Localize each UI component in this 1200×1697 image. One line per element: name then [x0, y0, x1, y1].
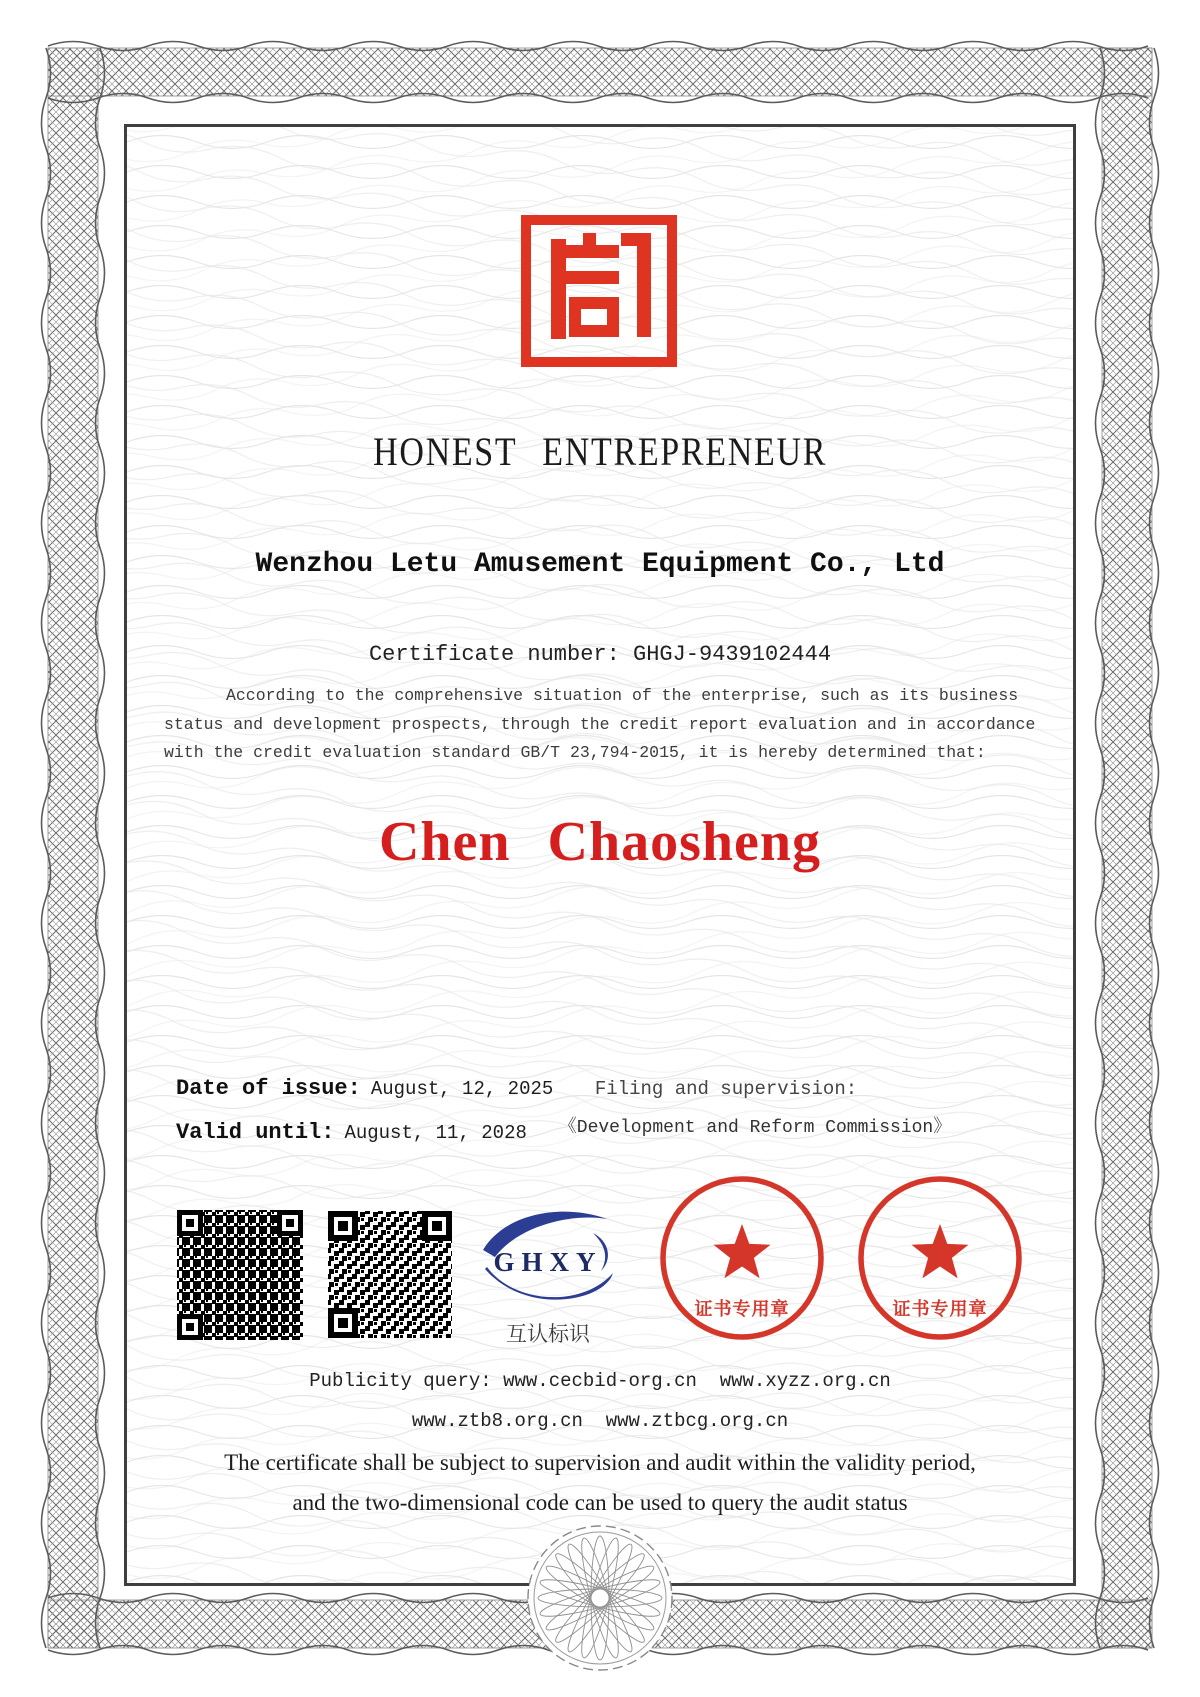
valid-until-row: [176, 1120, 527, 1145]
rosette-icon: [524, 1522, 676, 1674]
qr-code-2: [326, 1209, 454, 1340]
certificate-number-label: Certificate number:: [368, 642, 633, 667]
publicity-query-line2: www.ztb8.org.cn www.ztbcg.org.cn: [411, 1410, 789, 1432]
certificate-number-value: GHGJ-9439102444: [633, 642, 832, 667]
publicity-query-line1: Publicity query: www.cecbid-org.cn www.xyzz.org.cn: [309, 1370, 891, 1392]
red-seal-2-icon: [854, 1172, 1026, 1344]
valid-until-label: Valid until:: [176, 1120, 335, 1145]
credit-logo-icon: [521, 215, 677, 367]
ghxy-logo: [477, 1203, 619, 1311]
qr-code-1: [175, 1208, 305, 1342]
rosette-medallion: [524, 1522, 676, 1674]
seal-1-bottom-text: 证书专用章: [694, 1299, 790, 1319]
date-of-issue-label: Date of issue:: [176, 1076, 361, 1101]
company-name: Wenzhou Letu Amusement Equipment Co., Ltd: [255, 549, 945, 580]
red-seal-1-icon: [656, 1172, 828, 1344]
date-of-issue-value: August, 12, 2025: [370, 1078, 554, 1100]
seal-2-star-icon: [912, 1224, 969, 1278]
red-seal-evaluation-company: [854, 1172, 1026, 1344]
valid-until-value: August, 11, 2028: [344, 1122, 527, 1144]
qr-code-2-icon: [326, 1209, 454, 1340]
date-of-issue-row: [176, 1076, 553, 1101]
certificate-title: [0, 428, 1200, 475]
seal-1-star-icon: [714, 1224, 771, 1278]
red-seal-national-credit: [656, 1172, 828, 1344]
filing-supervision-label: Filing and supervision:: [594, 1078, 858, 1100]
footer-statement-line1: The certificate shall be subject to supervision and audit within the validity period,: [224, 1450, 976, 1475]
filing-supervision-value: 《Development and Reform Commission》: [558, 1118, 952, 1138]
credit-seal-logo: [521, 215, 677, 367]
qr-code-1-icon: [175, 1208, 305, 1342]
ghxy-logo-icon: [477, 1203, 619, 1311]
body-paragraph: According to the comprehensive situation of the enterprise, such as its business status and development prospects, through the credit report evaluation and in accordance with the credit evaluation standard GB/T 23,794-2015, it is hereby determined that:: [164, 686, 1036, 762]
ghxy-acronym: GHXY: [493, 1247, 603, 1277]
seal-2-bottom-text: 证书专用章: [892, 1299, 988, 1319]
ghxy-caption: 互认标识: [506, 1323, 590, 1346]
footer-statement-line2: and the two-dimensional code can be used to query the audit status: [292, 1490, 908, 1515]
certificate-number-line: [0, 642, 1200, 667]
certificate-title-text: HONEST ENTREPRENEUR: [372, 429, 828, 474]
recipient-name: Chen Chaosheng: [378, 811, 822, 873]
